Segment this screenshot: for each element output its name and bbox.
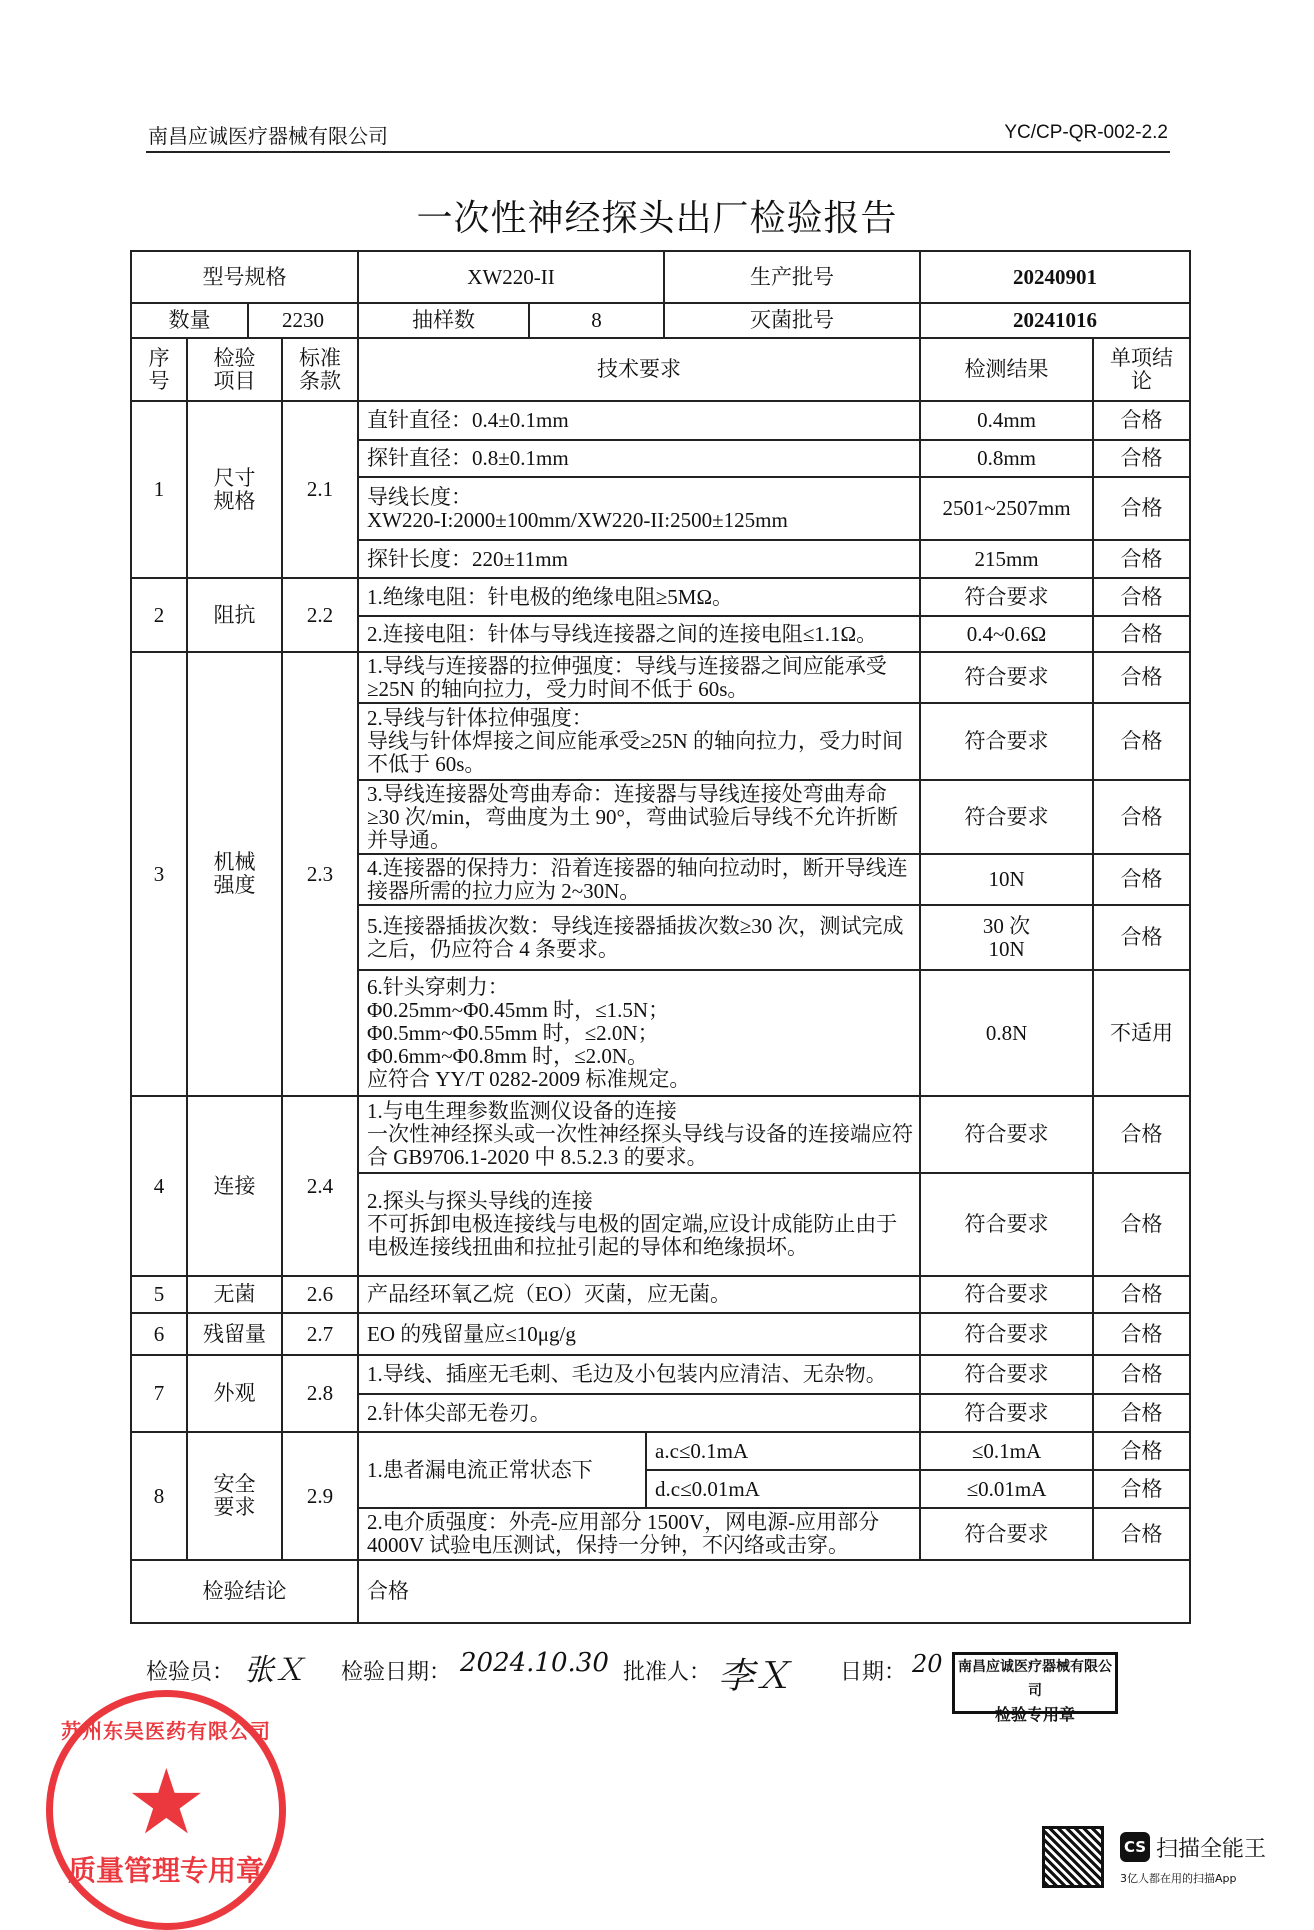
header-divider [146,151,1170,153]
item-name: 外观 [187,1355,282,1432]
standard-clause: 2.3 [282,652,358,1096]
quantity-label: 数量 [131,303,248,338]
item-name: 残留量 [187,1313,282,1355]
technical-requirement: 5.连接器插拔次数：导线连接器插拔次数≥30 次，测试完成之后，仍应符合 4 条要求。 [358,905,920,970]
table-row [131,1276,1190,1313]
report-title: 一次性神经探头出厂检验报告 [416,198,898,239]
conclusion-value: 合格 [358,1560,1190,1623]
technical-requirement: EO 的残留量应≤10μg/g [358,1313,920,1355]
standard-clause: 2.9 [282,1432,358,1560]
item-verdict: 合格 [1093,440,1190,477]
test-result: 10N [920,854,1093,905]
test-result: 符合要求 [920,1355,1093,1394]
item-name: 机械 强度 [187,652,282,1096]
test-result: 215mm [920,540,1093,578]
standard-clause: 2.2 [282,578,358,652]
red-quality-seal [46,1690,286,1930]
test-result: 符合要求 [920,1508,1093,1560]
date-value: 20 [912,1650,943,1678]
standard-clause: 2.1 [282,401,358,578]
info-row-quantity [131,303,1190,338]
item-verdict: 不适用 [1093,970,1190,1096]
test-result: 0.8mm [920,440,1093,477]
technical-requirement: 2.导线与针体拉伸强度： 导线与针体焊接之间应能承受≥25N 的轴向拉力，受力时间不低于 60s。 [358,703,920,780]
camscanner-watermark [1042,1826,1282,1896]
item-name: 阻抗 [187,578,282,652]
col-header-result: 检测结果 [920,338,1093,401]
technical-requirement: 直针直径：0.4±0.1mm [358,401,920,440]
standard-clause: 2.4 [282,1096,358,1276]
item-verdict: 合格 [1093,616,1190,652]
item-name: 尺寸 规格 [187,401,282,578]
item-verdict: 合格 [1093,1394,1190,1432]
item-name: 连接 [187,1096,282,1276]
sample-label: 抽样数 [358,303,529,338]
item-verdict: 合格 [1093,1313,1190,1355]
test-result: 符合要求 [920,1313,1093,1355]
item-number: 7 [131,1355,187,1432]
test-result: 0.8N [920,970,1093,1096]
item-verdict: 合格 [1093,1508,1190,1560]
test-result: 0.4~0.6Ω [920,616,1093,652]
item-verdict: 合格 [1093,780,1190,854]
inspection-date-label: 检验日期： [341,1659,452,1684]
item-verdict: 合格 [1093,1276,1190,1313]
item-name: 安全 要求 [187,1432,282,1560]
item-number: 8 [131,1432,187,1560]
inspection-date-value: 2024.10.30 [460,1648,609,1678]
test-result: 符合要求 [920,780,1093,854]
sterilization-label: 灭菌批号 [664,303,920,338]
test-result: 2501~2507mm [920,477,1093,540]
technical-requirement: 探针直径：0.8±0.1mm [358,440,920,477]
company-name: 南昌应诚医疗器械有限公司 [148,124,388,148]
batch-value: 20240901 [920,251,1190,303]
batch-label: 生产批号 [664,251,920,303]
technical-requirement: 2.探头与探头导线的连接 不可拆卸电极连接线与电极的固定端,应设计成能防止由于电极连接线扭曲和拉扯引起的导体和绝缘损坏。 [358,1173,920,1276]
table-row [131,1096,1190,1173]
box-stamp-company: 南昌应诚医疗器械有限公司 [958,1659,1112,1699]
col-header-no: 序 号 [131,338,187,401]
technical-requirement: 1.导线、插座无毛刺、毛边及小包装内应清洁、无杂物。 [358,1355,920,1394]
model-label: 型号规格 [131,251,358,303]
col-header-item: 检验 项目 [187,338,282,401]
approver-label: 批准人： [623,1659,712,1684]
seal-bottom-text: 质量管理专用章 [67,1854,264,1887]
technical-requirement: 6.针头穿刺力： Φ0.25mm~Φ0.45mm 时，≤1.5N； Φ0.5mm~Φ0.55mm 时，≤2.0N； Φ0.6mm~Φ0.8mm 时，≤2.0N。 应符合 YY/T 0282-2009 标准规定。 [358,970,920,1096]
item-verdict: 合格 [1093,540,1190,578]
model-value: XW220-II [358,251,664,303]
table-row [131,1355,1190,1394]
item-verdict: 合格 [1093,905,1190,970]
table-row [131,401,1190,440]
document-code: YC/CP-QR-002-2.2 [1004,122,1168,143]
test-result: 符合要求 [920,1173,1093,1276]
approver-signature: 李Ｘ [718,1656,791,1697]
test-result: ≤0.01mA [920,1470,1093,1508]
leakage-limit: a.c≤0.1mA [646,1432,920,1470]
date-label: 日期： [840,1659,907,1684]
test-result: 符合要求 [920,1276,1093,1313]
inspector-signature: 张Ｘ [244,1653,304,1688]
test-result: 30 次 10N [920,905,1093,970]
seal-top-text: 苏州东吴医药有限公司 [61,1719,271,1743]
item-verdict: 合格 [1093,477,1190,540]
item-verdict: 合格 [1093,1470,1190,1508]
col-header-verdict: 单项结 论 [1093,338,1190,401]
sterilization-value: 20241016 [920,303,1190,338]
conclusion-row [131,1560,1190,1623]
item-number: 6 [131,1313,187,1355]
col-header-clause: 标准 条款 [282,338,358,401]
item-verdict: 合格 [1093,652,1190,703]
leakage-current-label: 1.患者漏电流正常状态下 [358,1432,646,1508]
technical-requirement: 1.绝缘电阻：针电极的绝缘电阻≥5MΩ。 [358,578,920,616]
test-result: 符合要求 [920,652,1093,703]
technical-requirement: 导线长度： XW220-I:2000±100mm/XW220-II:2500±125mm [358,477,920,540]
technical-requirement: 产品经环氧乙烷（EO）灭菌，应无菌。 [358,1276,920,1313]
table-row [131,578,1190,616]
item-verdict: 合格 [1093,401,1190,440]
standard-clause: 2.8 [282,1355,358,1432]
star-icon: ★ [126,1754,207,1853]
column-header-row [131,338,1190,401]
item-name: 无菌 [187,1276,282,1313]
conclusion-label: 检验结论 [131,1560,358,1623]
quantity-value: 2230 [248,303,358,338]
item-verdict: 合格 [1093,854,1190,905]
inspection-box-stamp [952,1652,1118,1724]
qr-code-icon [1042,1826,1104,1888]
col-header-requirement: 技术要求 [358,338,920,401]
item-verdict: 合格 [1093,703,1190,780]
item-verdict: 合格 [1093,1173,1190,1276]
table-row [131,1432,1190,1470]
item-verdict: 合格 [1093,1432,1190,1470]
test-result: 符合要求 [920,1096,1093,1173]
test-result: 符合要求 [920,703,1093,780]
info-row-model [131,251,1190,303]
test-result: 符合要求 [920,1394,1093,1432]
item-verdict: 合格 [1093,1096,1190,1173]
standard-clause: 2.7 [282,1313,358,1355]
camscanner-logo-icon: CS [1120,1832,1150,1862]
camscanner-tagline: 3亿人都在用的扫描App [1120,1872,1237,1885]
box-stamp-title: 检验专用章 [994,1705,1075,1724]
table-row [131,1313,1190,1355]
table-row [131,652,1190,703]
technical-requirement: 3.导线连接器处弯曲寿命：连接器与导线连接处弯曲寿命≥30 次/min，弯曲度为土 90°，弯曲试验后导线不允许折断并导通。 [358,780,920,854]
sample-value: 8 [529,303,664,338]
item-verdict: 合格 [1093,1355,1190,1394]
technical-requirement: 2.连接电阻：针体与导线连接器之间的连接电阻≤1.1Ω。 [358,616,920,652]
item-number: 1 [131,401,187,578]
item-number: 3 [131,652,187,1096]
item-verdict: 合格 [1093,578,1190,616]
technical-requirement: 1.与电生理参数监测仪设备的连接 一次性神经探头或一次性神经探头导线与设备的连接端应符合 GB9706.1-2020 中 8.5.2.3 的要求。 [358,1096,920,1173]
standard-clause: 2.6 [282,1276,358,1313]
item-number: 2 [131,578,187,652]
technical-requirement: 2.针体尖部无卷刃。 [358,1394,920,1432]
technical-requirement: 2.电介质强度：外壳-应用部分 1500V，网电源-应用部分 4000V 试验电压测试，保持一分钟，不闪络或击穿。 [358,1508,920,1560]
test-result: ≤0.1mA [920,1432,1093,1470]
technical-requirement: 1.导线与连接器的拉伸强度：导线与连接器之间应能承受≥25N 的轴向拉力，受力时间不低于 60s。 [358,652,920,703]
technical-requirement: 探针长度：220±11mm [358,540,920,578]
item-number: 5 [131,1276,187,1313]
item-number: 4 [131,1096,187,1276]
inspection-table [130,250,1191,1624]
leakage-limit: d.c≤0.01mA [646,1470,920,1508]
inspector-label: 检验员： [146,1659,235,1684]
test-result: 符合要求 [920,578,1093,616]
test-result: 0.4mm [920,401,1093,440]
camscanner-name: 扫描全能王 [1156,1837,1267,1862]
technical-requirement: 4.连接器的保持力：沿着连接器的轴向拉动时，断开导线连接器所需的拉力应为 2~30N。 [358,854,920,905]
